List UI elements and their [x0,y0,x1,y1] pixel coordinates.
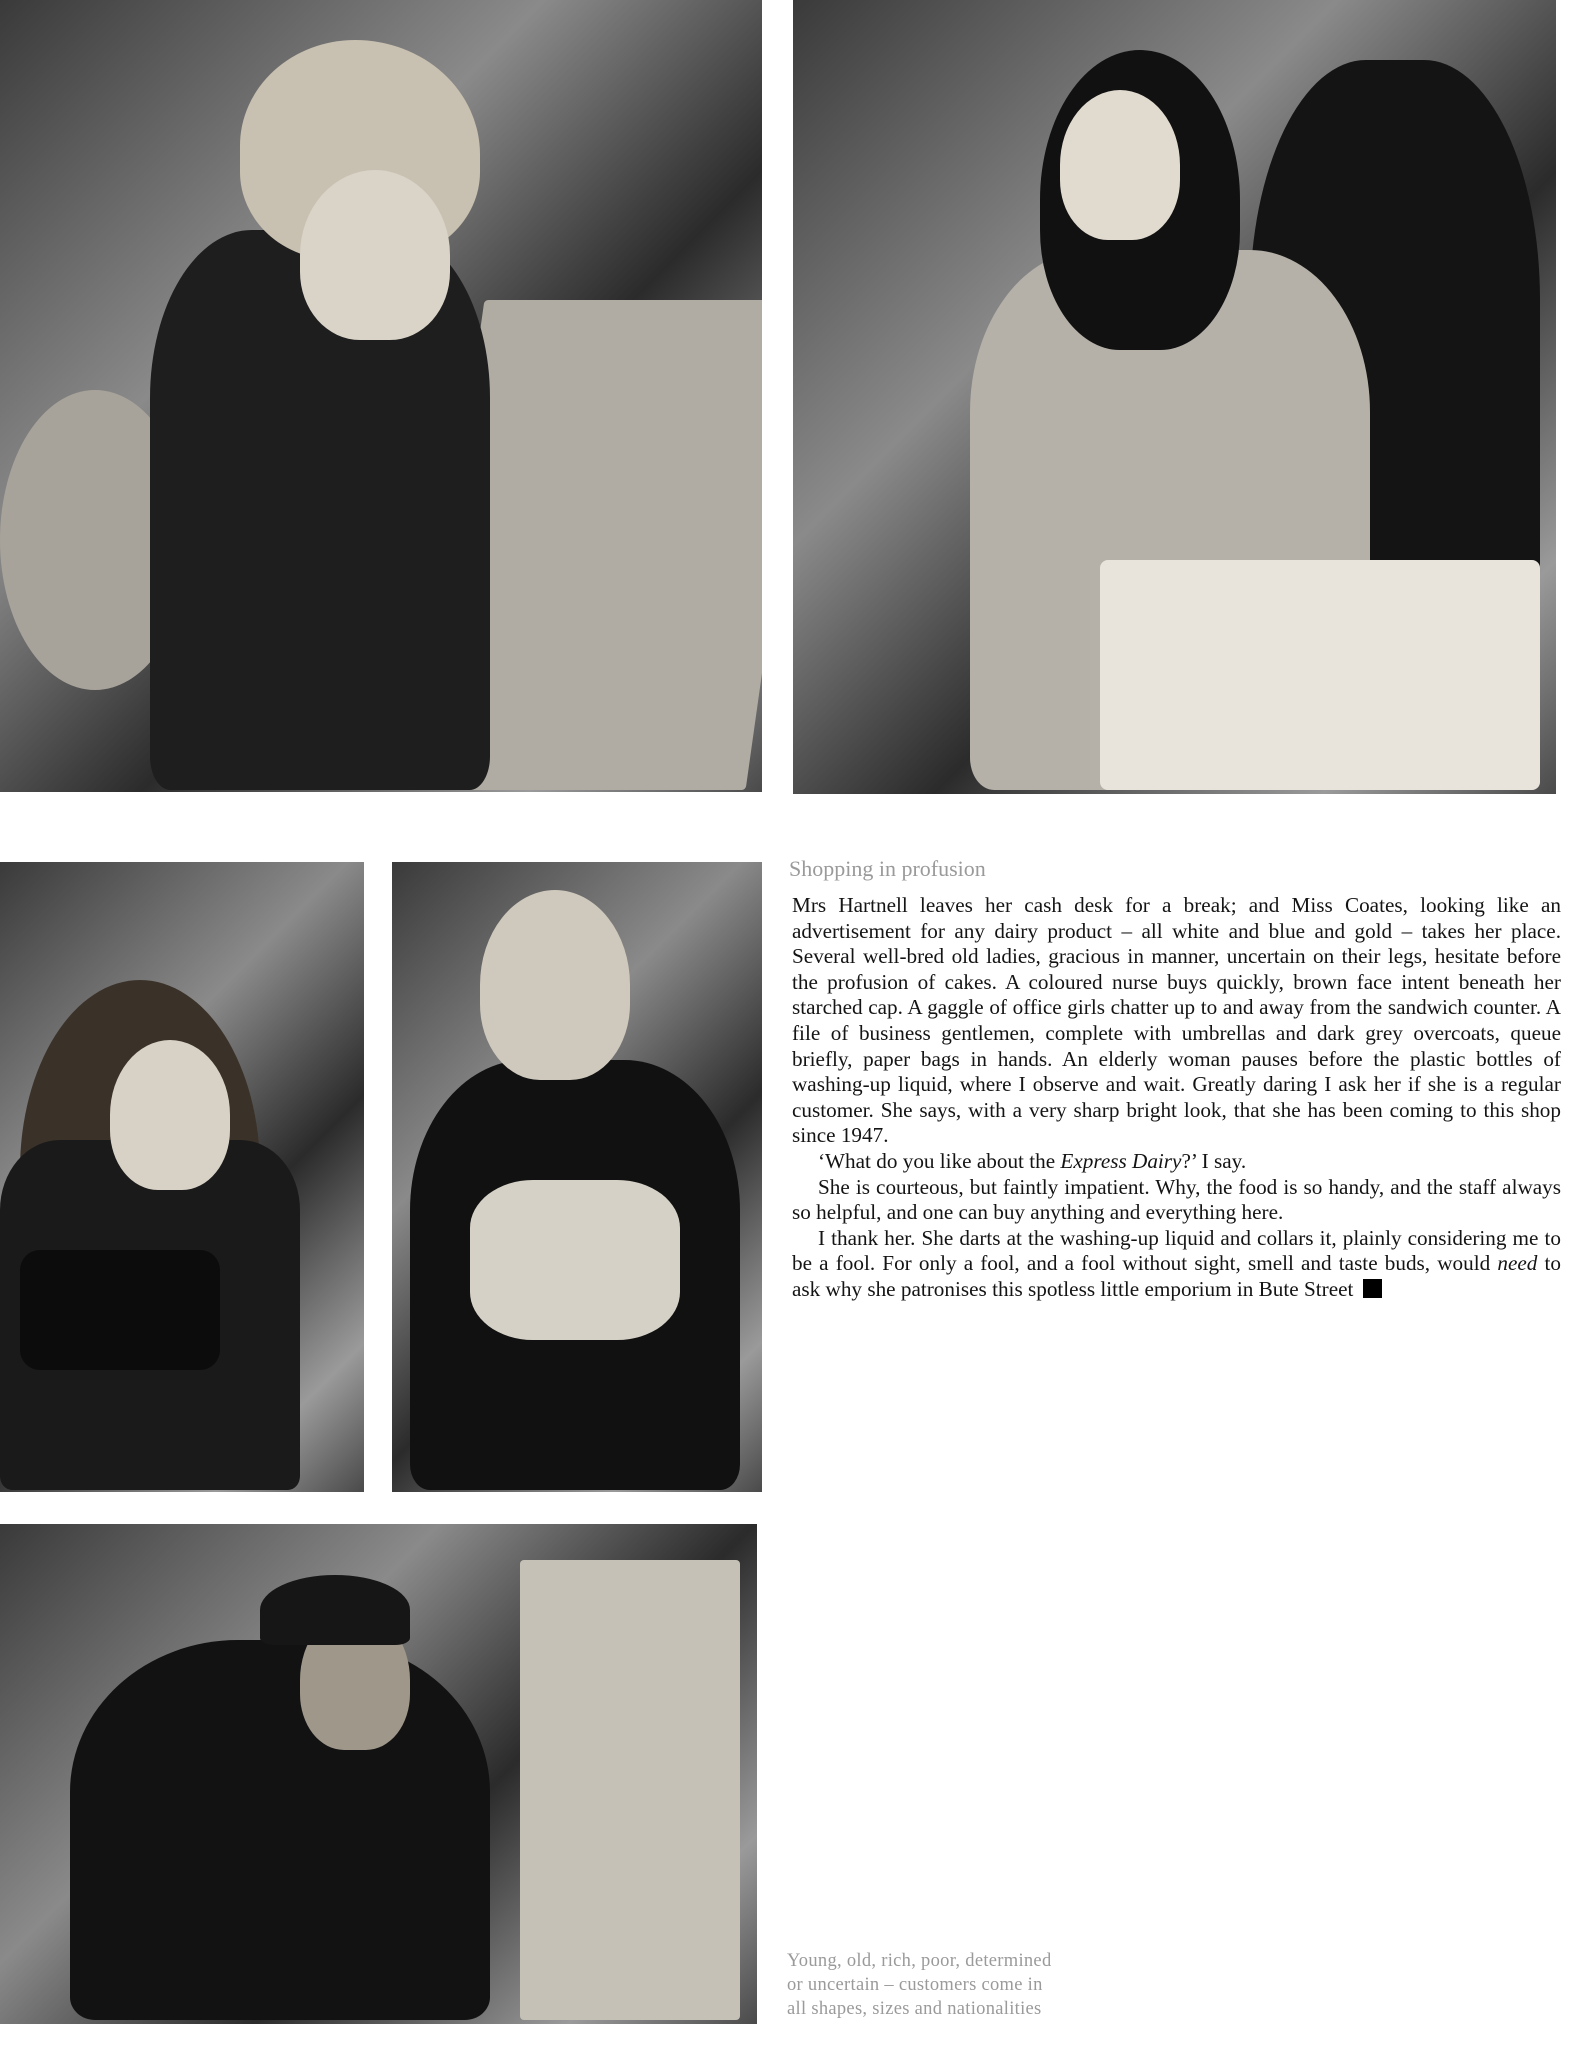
paragraph-text: ‘What do you like about the [818,1148,1061,1173]
woman-face [1060,90,1180,240]
paper-bags-and-milk-carton [470,1180,680,1340]
caption-line: all shapes, sizes and nationalities [787,1999,1042,2019]
paragraph: She is courteous, but faintly impatient. Why, the food is so handy, and the staff always so helpful, and one can buy anything and everything here. [792,1174,1561,1225]
article-body [792,893,1561,1303]
shopping-basket [1100,560,1540,790]
article-heading: Shopping in profusion [789,856,986,881]
caption-line: Young, old, rich, poor, determined [787,1951,1052,1971]
man-head [480,890,630,1080]
photo-woman-with-basket [793,0,1556,794]
photo-man-in-cap [0,1524,757,2024]
paragraph [792,1149,1561,1175]
paragraph-text: I thank her. She darts at the washing-up liquid and collars it, plainly considering me to be a fool. For only a fool, and a fool without sight, smell and taste buds, would [792,1225,1561,1276]
paragraph-text: ?’ I say. [1181,1148,1247,1173]
paragraph [792,1226,1561,1303]
child-face [300,170,450,340]
caption-line: or uncertain – customers come in [787,1975,1043,1995]
photo-man-with-glasses [392,862,762,1492]
handbag [20,1250,220,1370]
paragraph-text: to ask why she patronises this spotless little emporium in Bute Street [792,1251,1561,1301]
photo-child-at-freezer [0,0,762,792]
italic-text: need [1497,1251,1538,1276]
end-mark-icon [1363,1279,1382,1298]
display-shelf [520,1560,740,2020]
paragraph: Mrs Hartnell leaves her cash desk for a break; and Miss Coates, looking like an advertisement for any dairy product – all white and blue and gold – takes her place. Several well-bred old ladies, gracious in manner, uncertain on their legs, hesitate before the profusion of cakes. A coloured nurse buys quickly, brown face intent beneath her starched cap. A gaggle of office girls chatter up to and away from the sandwich counter. A file of business gentlemen, complete with umbrellas and dark grey overcoats, queue briefly, paper bags in hands. An elderly woman pauses before the plastic bottles of washing-up liquid, where I observe and wait. Greatly daring I ask her if she is a regular customer. She says, with a very sharp bright look, that she has been coming to this shop since 1947. [792,893,1561,1148]
photo-caption [787,1949,1167,2021]
young-woman-face [110,1040,230,1190]
photo-young-woman-with-handbag [0,862,364,1492]
cap [260,1575,410,1645]
cap-man-coat [70,1640,490,2020]
italic-text: Express Dairy [1060,1148,1182,1173]
